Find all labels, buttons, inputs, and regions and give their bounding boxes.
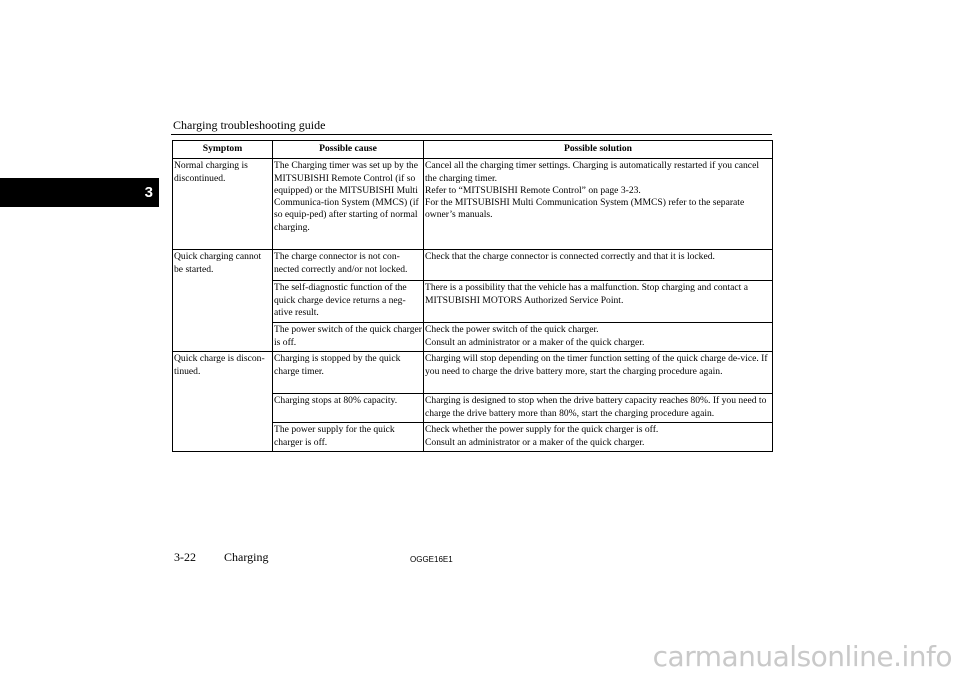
chapter-tab: 3: [0, 178, 159, 207]
solution-cell: There is a possibility that the vehicle has a malfunction. Stop charging and contact a MITSUBISHI MOTORS Authorized Service Point.: [424, 281, 773, 323]
cause-cell: The power supply for the quick charger is off.: [273, 423, 424, 452]
title-divider: [171, 134, 772, 135]
symptom-cell: Quick charging cannot be started.: [173, 250, 273, 352]
solution-cell: Check the power switch of the quick charger. Consult an administrator or a maker of the quick charger.: [424, 323, 773, 352]
solution-cell: Check that the charge connector is connected correctly and that it is locked.: [424, 250, 773, 281]
troubleshooting-table: [172, 140, 773, 452]
cause-cell: The power switch of the quick charger is off.: [273, 323, 424, 352]
solution-cell: Charging will stop depending on the timer function setting of the quick charge de-vice. If you need to charge the drive battery more, start the charging procedure again.: [424, 352, 773, 394]
cause-cell: The Charging timer was set up by the MITSUBISHI Remote Control (if so equipped) or the MITSUBISHI Multi Communica-tion System (MMCS) (if so equip-ped) after starting of normal charging.: [273, 159, 424, 250]
cause-cell: The self-diagnostic function of the quick charge device returns a neg-ative result.: [273, 281, 424, 323]
header-symptom: Symptom: [173, 141, 273, 159]
table-row: [173, 159, 773, 250]
table-header-row: [173, 141, 773, 159]
table-row: [173, 250, 773, 281]
cause-cell: The charge connector is not con-nected correctly and/or not locked.: [273, 250, 424, 281]
header-possible-solution: Possible solution: [424, 141, 773, 159]
cause-cell: Charging stops at 80% capacity.: [273, 394, 424, 423]
document-code: OGGE16E1: [410, 555, 453, 564]
symptom-cell: Normal charging is discontinued.: [173, 159, 273, 250]
cause-cell: Charging is stopped by the quick charge timer.: [273, 352, 424, 394]
watermark: carmanualsonline.info: [652, 640, 952, 673]
page-number: 3-22: [174, 550, 196, 564]
section-title: Charging troubleshooting guide: [173, 118, 326, 132]
solution-cell: Check whether the power supply for the quick charger is off. Consult an administrator or a maker of the quick charger.: [424, 423, 773, 452]
footer-chapter-name: Charging: [224, 550, 269, 564]
solution-cell: Cancel all the charging timer settings. Charging is automatically restarted if you cancel the charging timer. Refer to “MITSUBISHI Remote Control” on page 3-23. For the MITSUBISHI Multi Communication System (MMCS) refer to the separate owner’s manuals.: [424, 159, 773, 250]
header-possible-cause: Possible cause: [273, 141, 424, 159]
table-row: [173, 352, 773, 394]
solution-cell: Charging is designed to stop when the drive battery capacity reaches 80%. If you need to charge the drive battery more than 80%, start the charging procedure again.: [424, 394, 773, 423]
symptom-cell: Quick charge is discon-tinued.: [173, 352, 273, 452]
